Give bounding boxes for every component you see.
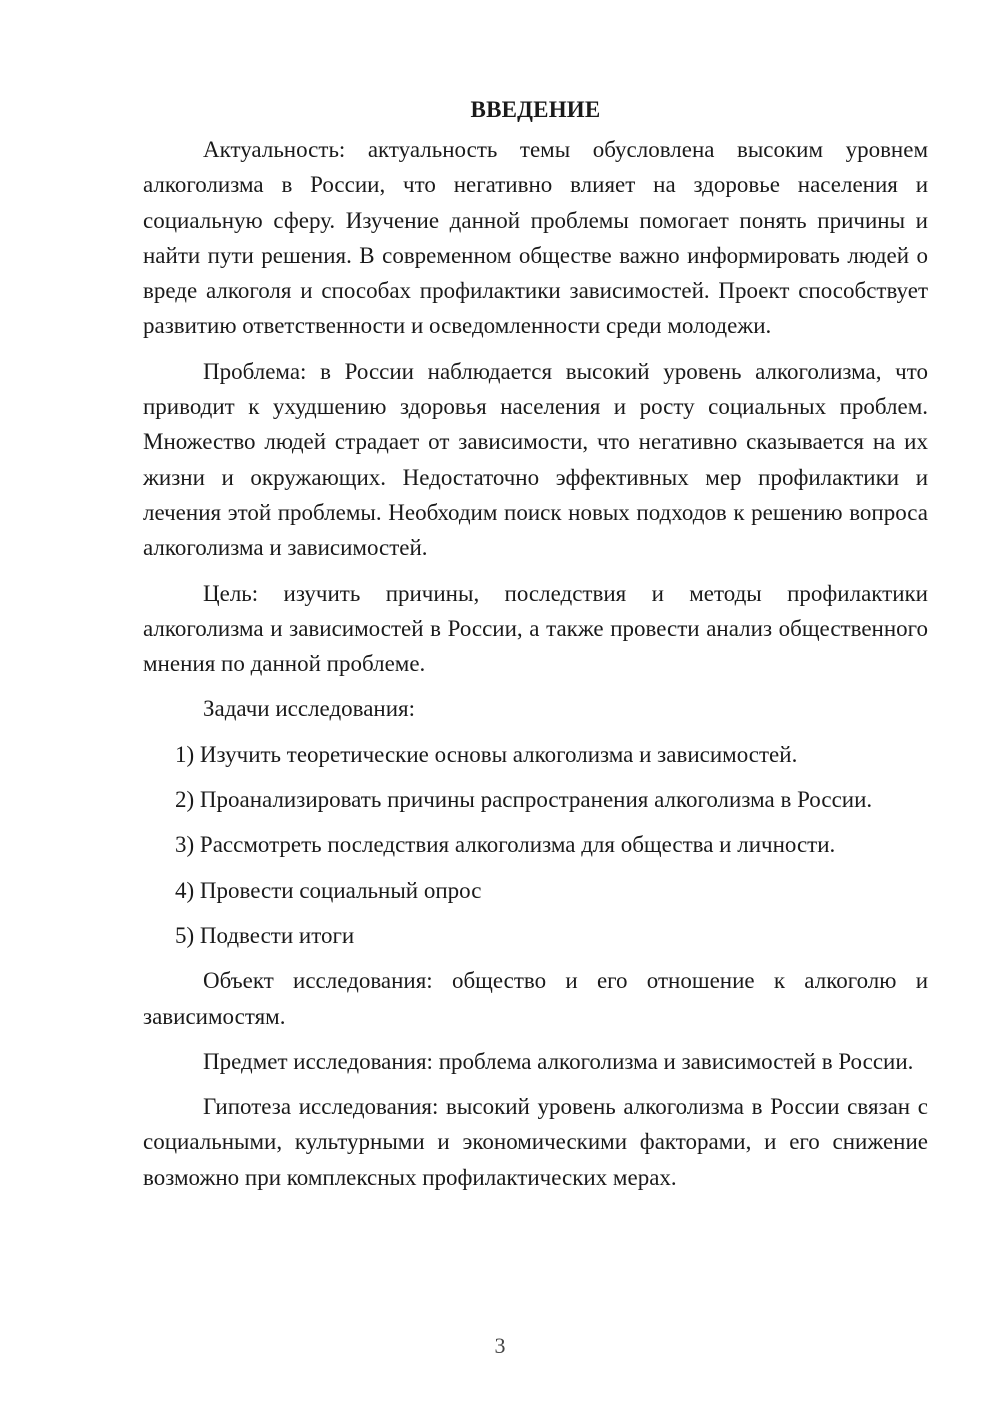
- task-item-5: 5) Подвести итоги: [175, 922, 355, 948]
- document-page: [143, 92, 928, 1205]
- tasks-title: Задачи исследования:: [203, 696, 416, 722]
- task-item-3: 3) Рассмотреть последствия алкоголизма для общества и личности.: [175, 832, 836, 858]
- task-item-2: 2) Проанализировать причины распространения алкоголизма в России.: [175, 787, 873, 813]
- object-paragraph: Объект исследования: общество и его отношение к алкоголю и зависимостям.: [143, 968, 928, 1029]
- section-heading: ВВЕДЕНИЕ: [470, 97, 601, 122]
- goal-paragraph: Цель: изучить причины, последствия и методы профилактики алкоголизма и зависимостей в России, а также провести анализ общественного мнения по данной проблеме.: [143, 580, 928, 677]
- task-item-1: 1) Изучить теоретические основы алкоголизма и зависимостей.: [175, 741, 798, 767]
- page-number: 3: [494, 1333, 506, 1358]
- hypothesis-paragraph: Гипотеза исследования: высокий уровень алкоголизма в России связан с социальными, культурными и экономическими факторами, и его снижение возможно при комплексных профилактических мерах.: [143, 1094, 928, 1190]
- subject-paragraph: Предмет исследования: проблема алкоголизма и зависимостей в России.: [203, 1048, 914, 1074]
- relevance-paragraph: Актуальность: актуальность темы обусловлена высоким уровнем алкоголизма в России, что негативно влияет на здоровье населения и социальную сферу. Изучение данной проблемы помогает понять причины и найти пути решения. В современном обществе важно информировать людей о вреде алкоголя и способах профилактики зависимостей. Проект способствует развитию ответственности и осведомленности среди молодежи.: [143, 137, 928, 339]
- problem-paragraph: Проблема: в России наблюдается высокий уровень алкоголизма, что приводит к ухудшению здоровья населения и росту социальных проблем. Множество людей страдает от зависимости, что негативно сказывается на их жизни и окружающих. Недостаточно эффективных мер профилактики и лечения этой проблемы. Необходим поиск новых подходов к решению вопроса алкоголизма и зависимостей.: [143, 358, 928, 561]
- task-item-4: 4) Провести социальный опрос: [175, 877, 482, 903]
